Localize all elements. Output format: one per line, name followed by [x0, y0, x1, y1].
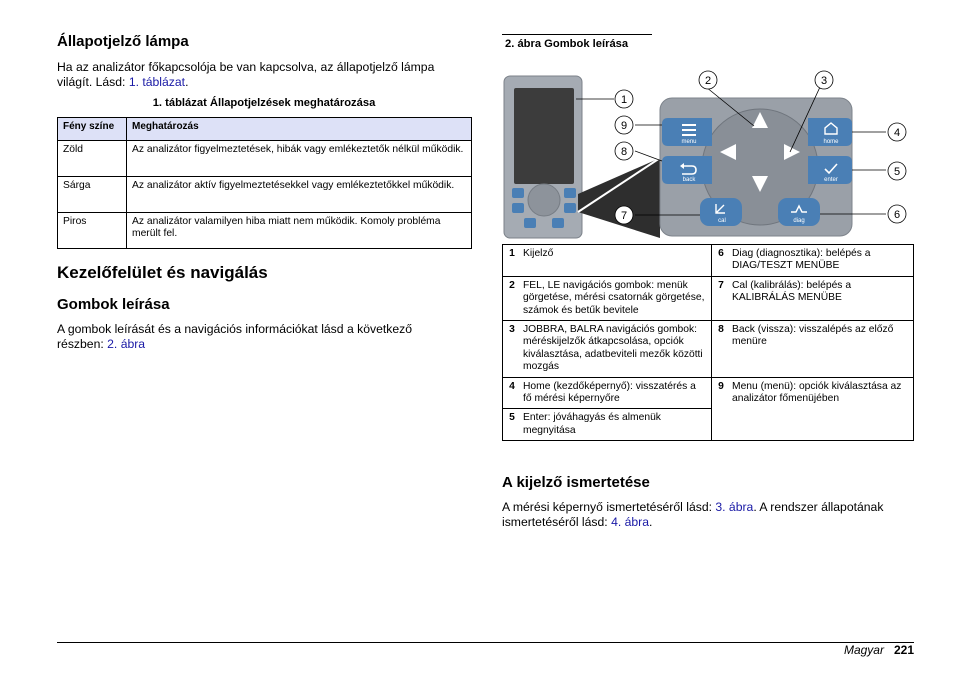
- table-row: 2 FEL, LE navigációs gombok: menük görgetése, mérési csatornák görgetése, számok és betűk bevitele 7 Cal (kalibrálás): belépés a KALIBRÁLÁS MENÜBE: [503, 276, 914, 320]
- enter-button: [808, 156, 852, 184]
- callout-3: 3: [820, 75, 828, 87]
- status-table: [57, 117, 472, 249]
- table-row: [58, 177, 472, 213]
- svg-text:cal: cal: [718, 218, 726, 224]
- cal-button: [700, 198, 742, 226]
- link-figure-3[interactable]: 3. ábra: [715, 500, 754, 514]
- figure-caption-rule: [502, 34, 652, 35]
- callout-4: 4: [893, 127, 901, 139]
- table-row: [58, 141, 472, 177]
- link-figure-2[interactable]: 2. ábra: [107, 337, 146, 351]
- display-paragraph: A mérési képernyő ismertetéséről lásd: 3. ábra. A rendszer állapotának ismertetéséről lásd: 4. ábra.: [502, 500, 884, 529]
- table-header-cell: Fény színe: [58, 118, 127, 141]
- section-title-buttons: Gombok leírása: [57, 296, 170, 313]
- svg-text:home: home: [823, 139, 839, 145]
- table-row: 4 Home (kezdőképernyő): visszatérés a fő mérési képernyőre 9 Menu (menü): opciók kiválasztása az analizátor főmenüjében: [503, 377, 914, 409]
- callout-7: 7: [620, 210, 628, 222]
- table-row: 1 Kijelző 6 Diag (diagnosztika): belépés a DIAG/TESZT MENÜBE: [503, 245, 914, 277]
- link-table-1[interactable]: 1. táblázat: [128, 75, 186, 89]
- table-cell: Sárga: [58, 177, 127, 213]
- page-number: 221: [893, 643, 914, 657]
- table-row: 5 Enter: jóváhagyás és almenük megnyitása: [503, 409, 914, 441]
- back-button: [662, 156, 712, 184]
- svg-text:back: back: [682, 177, 696, 183]
- table-row: 3 JOBBRA, BALRA navigációs gombok: méréskijelzők átkapcsolása, opciók kiválasztása, adatbeviteli mezők közötti mozgás 8 Back (vissza): visszalépés az előző menüre: [503, 321, 914, 378]
- svg-text:diag: diag: [793, 218, 805, 224]
- device-button: [552, 218, 564, 228]
- section-title-status-lamp: Állapotjelző lámpa: [57, 33, 189, 50]
- display-screen: [514, 88, 574, 184]
- callout-2: 2: [704, 75, 712, 87]
- menu-icon: [682, 124, 696, 126]
- section-title-display: A kijelző ismertetése: [502, 474, 650, 491]
- table-header-cell: Meghatározás: [127, 118, 472, 141]
- device-overview: [504, 76, 582, 238]
- device-nav-ring: [528, 184, 560, 216]
- section-title-interface: Kezelőfelület és navigálás: [57, 263, 268, 282]
- device-button: [564, 188, 576, 198]
- callout-1: 1: [620, 94, 628, 106]
- footer-rule: [57, 642, 914, 643]
- menu-button: [662, 118, 712, 146]
- callout-6: 6: [893, 209, 901, 221]
- keypad-figure: [502, 66, 914, 242]
- callout-5: 5: [893, 166, 901, 178]
- table-cell: Zöld: [58, 141, 127, 177]
- home-button: [808, 118, 852, 146]
- zoom-wedge: [578, 158, 660, 238]
- callout-9: 9: [620, 120, 628, 132]
- link-figure-4[interactable]: 4. ábra: [611, 515, 650, 529]
- button-legend-table: [502, 244, 914, 441]
- callout-8: 8: [620, 146, 628, 158]
- buttons-paragraph: A gombok leírását és a navigációs információkat lásd a következő részben: 2. ábra: [57, 322, 412, 351]
- figure-caption: 2. ábra Gombok leírása: [505, 38, 629, 50]
- device-button: [564, 203, 576, 213]
- device-button: [512, 203, 524, 213]
- status-lamp-paragraph: Ha az analizátor főkapcsolója be van kapcsolva, az állapotjelző lámpa világít. Lásd: 1. táblázat.: [57, 60, 435, 89]
- device-button: [524, 218, 536, 228]
- svg-text:menu: menu: [681, 139, 697, 145]
- table-header-row: [58, 118, 472, 141]
- table-cell: Az analizátor figyelmeztetések, hibák vagy emlékeztetők nélkül működik.: [127, 141, 472, 177]
- page-footer: [844, 643, 914, 657]
- table-cell: Az analizátor valamilyen hiba miatt nem működik. Komoly probléma merült fel.: [127, 213, 472, 249]
- table-row: [58, 213, 472, 249]
- table-cell: Piros: [58, 213, 127, 249]
- svg-text:enter: enter: [824, 177, 838, 183]
- footer-language: Magyar: [843, 643, 884, 657]
- table-cell: Az analizátor aktív figyelmeztetésekkel vagy emlékeztetőkkel működik.: [127, 177, 472, 213]
- diag-button: [778, 198, 820, 226]
- device-button: [512, 188, 524, 198]
- table-caption: 1. táblázat Állapotjelzések meghatározása: [152, 97, 376, 109]
